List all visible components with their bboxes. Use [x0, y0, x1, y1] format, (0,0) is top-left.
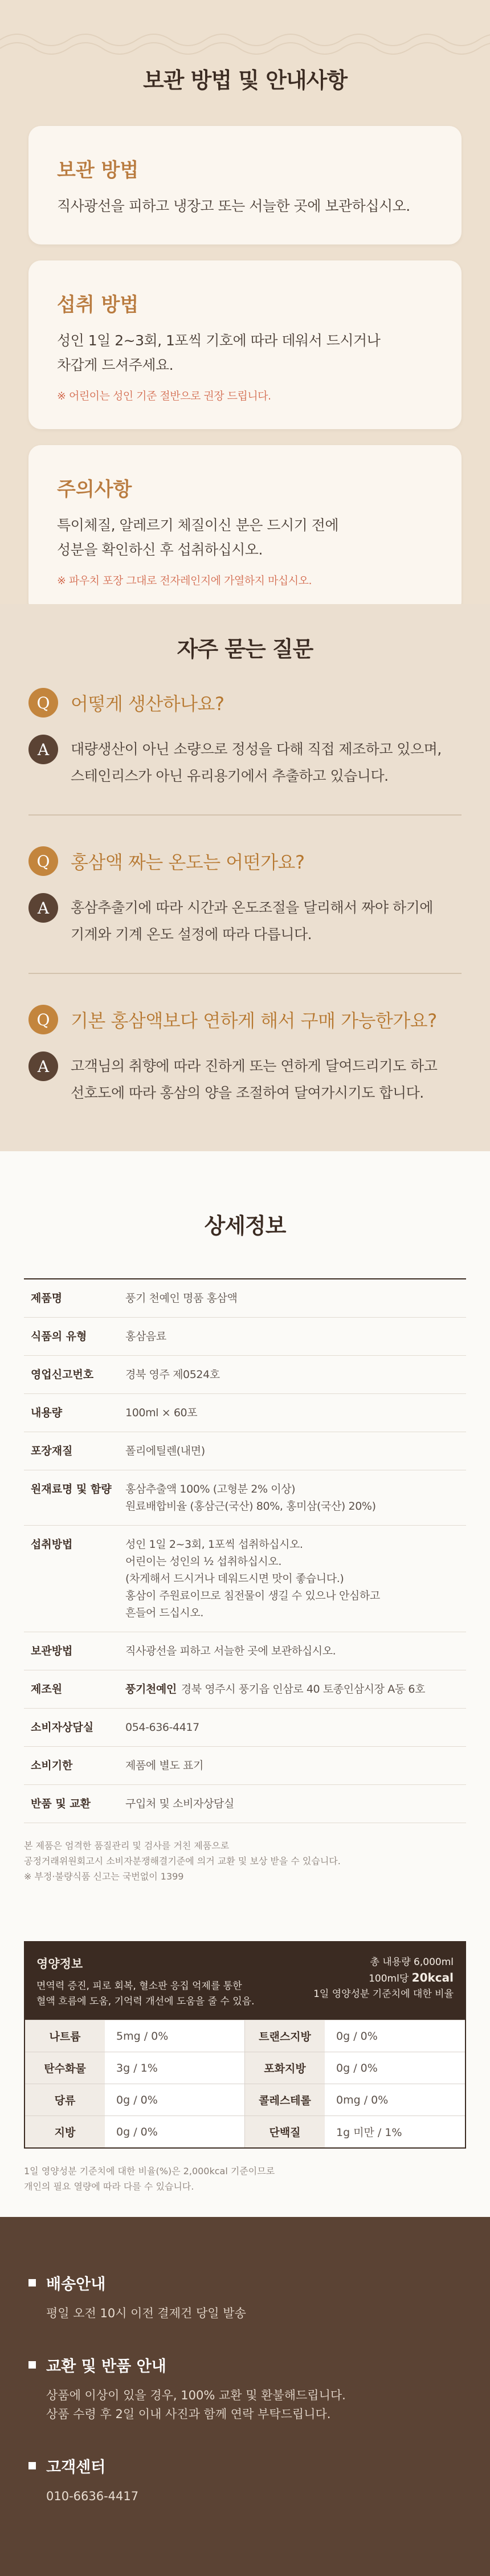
info-row — [24, 1747, 466, 1785]
question-row — [28, 846, 462, 876]
intake-card — [28, 260, 462, 429]
wave-pattern-top — [0, 23, 490, 57]
nutrient-value: 0mg / 0% — [336, 2093, 389, 2106]
faq-item — [28, 1005, 462, 1131]
nutrient-value: 0g / 0% — [336, 2029, 378, 2043]
square-bullet-icon — [28, 2361, 36, 2369]
info-label: 원재료명 및 함량 — [31, 1483, 112, 1495]
info-value: 제품에 별도 표기 — [125, 1759, 203, 1772]
info-label: 내용량 — [31, 1407, 63, 1419]
info-label: 보관방법 — [31, 1645, 73, 1657]
question-badge: Q — [28, 688, 58, 718]
nutrient-name: 당류 — [25, 2084, 105, 2116]
storage-card — [28, 126, 462, 244]
service-item-customer-center — [28, 2455, 462, 2506]
card-title: 섭취 방법 — [57, 294, 139, 316]
answer-row — [28, 1051, 462, 1106]
question-badge: Q — [28, 846, 58, 876]
nutrient-cell — [25, 2084, 245, 2116]
info-value: 홍삼음료 — [125, 1330, 166, 1343]
answer-badge: A — [28, 893, 58, 923]
card-note: ※ 어린이는 성인 기준 절반으로 권장 드립니다. — [57, 390, 271, 402]
nutrition-header-left — [36, 1955, 254, 2010]
info-label: 영업신고번호 — [31, 1368, 94, 1381]
nutrition-title: 영양정보 — [36, 1957, 83, 1971]
nutrition-header — [25, 1942, 465, 2020]
answer-badge: A — [28, 735, 58, 764]
answer-row — [28, 735, 462, 789]
nutrient-name: 포화지방 — [245, 2052, 325, 2084]
storage-title: 보관 방법 및 안내사항 — [142, 68, 348, 93]
service-text: 010-6636-4417 — [46, 2489, 139, 2503]
nutrient-name: 단백질 — [245, 2116, 325, 2147]
square-bullet-icon — [28, 2279, 36, 2286]
service-title-text: 배송안내 — [46, 2276, 106, 2293]
service-title-text: 교환 및 반품 안내 — [46, 2358, 166, 2375]
nutrient-cell — [245, 2116, 465, 2147]
answer-text: 홍삼추출기에 따라 시간과 온도조절을 달리해서 짜야 하기에 기계와 기계 온도 설정에 따라 다릅니다. — [71, 899, 433, 943]
nutrient-cell — [245, 2084, 465, 2116]
nutrient-cell — [25, 2020, 245, 2052]
question-text: 홍삼액 짜는 온도는 어떤가요? — [71, 851, 305, 873]
info-value: 폴리에틸렌(내면) — [125, 1445, 205, 1457]
info-row — [24, 1709, 466, 1747]
nutrition-footnote: 1일 영양성분 기준치에 대한 비율(%)은 2,000kcal 기준이므로 개인의 필요 열량에 따라 다를 수 있습니다. — [24, 2166, 275, 2192]
info-row — [24, 1318, 466, 1356]
service-title — [28, 2272, 462, 2294]
details-section — [0, 1151, 490, 2217]
info-label: 반품 및 교환 — [31, 1798, 91, 1810]
nutrition-total: 총 내용량 6,000ml — [370, 1957, 454, 1968]
caution-card — [28, 445, 462, 604]
faq-section — [0, 604, 490, 1151]
faq-title: 자주 묻는 질문 — [177, 637, 313, 662]
card-title: 보관 방법 — [57, 159, 139, 182]
answer-row — [28, 893, 462, 948]
nutrient-cell — [25, 2052, 245, 2084]
info-row — [24, 1394, 466, 1432]
info-label: 소비기한 — [31, 1759, 73, 1772]
service-item-returns — [28, 2354, 462, 2424]
square-bullet-icon — [28, 2462, 36, 2469]
service-title-text: 고객센터 — [46, 2459, 106, 2476]
nutrition-per-serving: 100ml당 — [369, 1973, 409, 1984]
info-row — [24, 1279, 466, 1318]
faq-item — [28, 846, 462, 974]
storage-section — [0, 0, 490, 604]
card-text: 직사광선을 피하고 냉장고 또는 서늘한 곳에 보관하십시오. — [57, 198, 410, 214]
question-badge: Q — [28, 1005, 58, 1034]
nutrient-value: 0g / 0% — [336, 2061, 378, 2074]
service-title — [28, 2354, 462, 2376]
info-row — [24, 1356, 466, 1394]
info-row — [24, 1785, 466, 1823]
answer-badge: A — [28, 1051, 58, 1081]
card-title: 주의사항 — [57, 478, 132, 501]
info-value: 100ml × 60포 — [125, 1407, 198, 1419]
info-row — [24, 1470, 466, 1526]
nutrient-name: 트랜스지방 — [245, 2020, 325, 2052]
info-value: 성인 1일 2~3회, 1포씩 섭취하십시오. 어린이는 성인의 ½ 섭취하십시오. (차게해서 드시거나 데워드시면 맛이 좋습니다.) 홍삼이 주원료이므로 침전물이 생길 수 있으나 안심하고 흔들어 드십시오. — [125, 1538, 380, 1619]
nutrient-value: 3g / 1% — [116, 2061, 158, 2074]
nutrient-name: 탄수화물 — [25, 2052, 105, 2084]
nutrient-name: 나트륨 — [25, 2020, 105, 2052]
question-text: 어떻게 생산하나요? — [71, 693, 224, 715]
nutrient-name: 콜레스테롤 — [245, 2084, 325, 2116]
service-section — [0, 2217, 490, 2576]
question-row — [28, 1005, 462, 1034]
nutrition-header-right — [313, 1955, 454, 2010]
nutrient-cell — [245, 2052, 465, 2084]
card-note: ※ 파우치 포장 그대로 전자레인지에 가열하지 마십시오. — [57, 574, 312, 587]
card-text: 성인 1일 2~3회, 1포씩 기호에 따라 데워서 드시거나 차갑게 드셔주세요. — [57, 332, 381, 373]
info-label: 제품명 — [31, 1292, 63, 1305]
nutrient-value: 0g / 0% — [116, 2125, 158, 2138]
info-label: 제조원 — [31, 1683, 63, 1695]
nutrition-description: 면역력 증진, 피로 회복, 혈소판 응집 억제를 통한 혈액 흐름에 도움, 기억력 개선에 도움을 줄 수 있음. — [36, 1980, 255, 2007]
service-text: 평일 오전 10시 이전 결제건 당일 발송 — [46, 2306, 246, 2320]
info-value — [125, 1681, 466, 1698]
answer-text: 고객님의 취향에 따라 진하게 또는 연하게 달여드리기도 하고 선호도에 따라 홍삼의 양을 조절하여 달여가시기도 합니다. — [71, 1058, 438, 1101]
nutrition-kcal: 20kcal — [411, 1971, 454, 1984]
manufacturer-address: 경북 영주시 풍기읍 인삼로 40 토종인삼시장 A동 6호 — [181, 1683, 426, 1695]
service-title — [28, 2455, 462, 2477]
nutrition-basis: 1일 영양성분 기준치에 대한 비율 — [313, 1988, 454, 2000]
info-row — [24, 1670, 466, 1709]
manufacturer-name: 풍기천예인 — [125, 1683, 177, 1695]
info-row — [24, 1432, 466, 1470]
info-label: 포장재질 — [31, 1445, 73, 1457]
nutrient-value: 1g 미만 / 1% — [336, 2126, 402, 2139]
info-value: 풍기 천예인 명품 홍삼액 — [125, 1292, 238, 1305]
info-value: 홍삼추출액 100% (고형분 2% 이상) 원료배합비율 (홍삼근(국산) 80%, 홍미삼(국산) 20%) — [125, 1483, 376, 1513]
info-value: 경북 영주 제0524호 — [125, 1368, 220, 1381]
question-text: 기본 홍삼액보다 연하게 해서 구매 가능한가요? — [71, 1010, 437, 1032]
info-label: 소비자상담실 — [31, 1721, 94, 1734]
product-info-table — [24, 1278, 466, 1823]
info-row — [24, 1632, 466, 1670]
service-text: 상품에 이상이 있을 경우, 100% 교환 및 환불해드립니다. 상품 수령 후 2일 이내 사진과 함께 연락 부탁드립니다. — [46, 2388, 346, 2421]
answer-text: 대량생산이 아닌 소량으로 정성을 다해 직접 제조하고 있으며, 스테인리스가 아닌 유리용기에서 추출하고 있습니다. — [71, 741, 442, 784]
nutrient-value: 5mg / 0% — [116, 2029, 169, 2043]
info-value: 직사광선을 피하고 서늘한 곳에 보관하십시오. — [125, 1645, 336, 1657]
info-row — [24, 1526, 466, 1632]
info-value: 구입처 및 소비자상담실 — [125, 1798, 234, 1810]
nutrient-name: 지방 — [25, 2116, 105, 2147]
info-label: 식품의 유형 — [31, 1330, 87, 1343]
info-label: 섭취방법 — [31, 1538, 73, 1551]
faq-item — [28, 688, 462, 816]
details-title: 상세정보 — [204, 1213, 286, 1238]
service-item-shipping — [28, 2272, 462, 2323]
nutrient-value: 0g / 0% — [116, 2093, 158, 2106]
nutrient-cell — [25, 2116, 245, 2147]
info-value: 054-636-4417 — [125, 1721, 199, 1734]
question-row — [28, 688, 462, 718]
card-text: 특이체질, 알레르기 체질이신 분은 드시기 전에 성분을 확인하신 후 섭취하십시오. — [57, 517, 339, 558]
quality-notice: 본 제품은 엄격한 품질관리 및 검사를 거친 제품으로 공정거래위원회고시 소비자분쟁해결기준에 의거 교환 및 보상 받을 수 있습니다. ※ 부정·불량식품 신고는 국번없이 1399 — [24, 1840, 341, 1882]
nutrient-cell — [245, 2020, 465, 2052]
nutrition-grid — [25, 2020, 465, 2147]
nutrition-facts-box — [24, 1941, 466, 2149]
nutrition-per-serving-line — [313, 1970, 454, 1987]
